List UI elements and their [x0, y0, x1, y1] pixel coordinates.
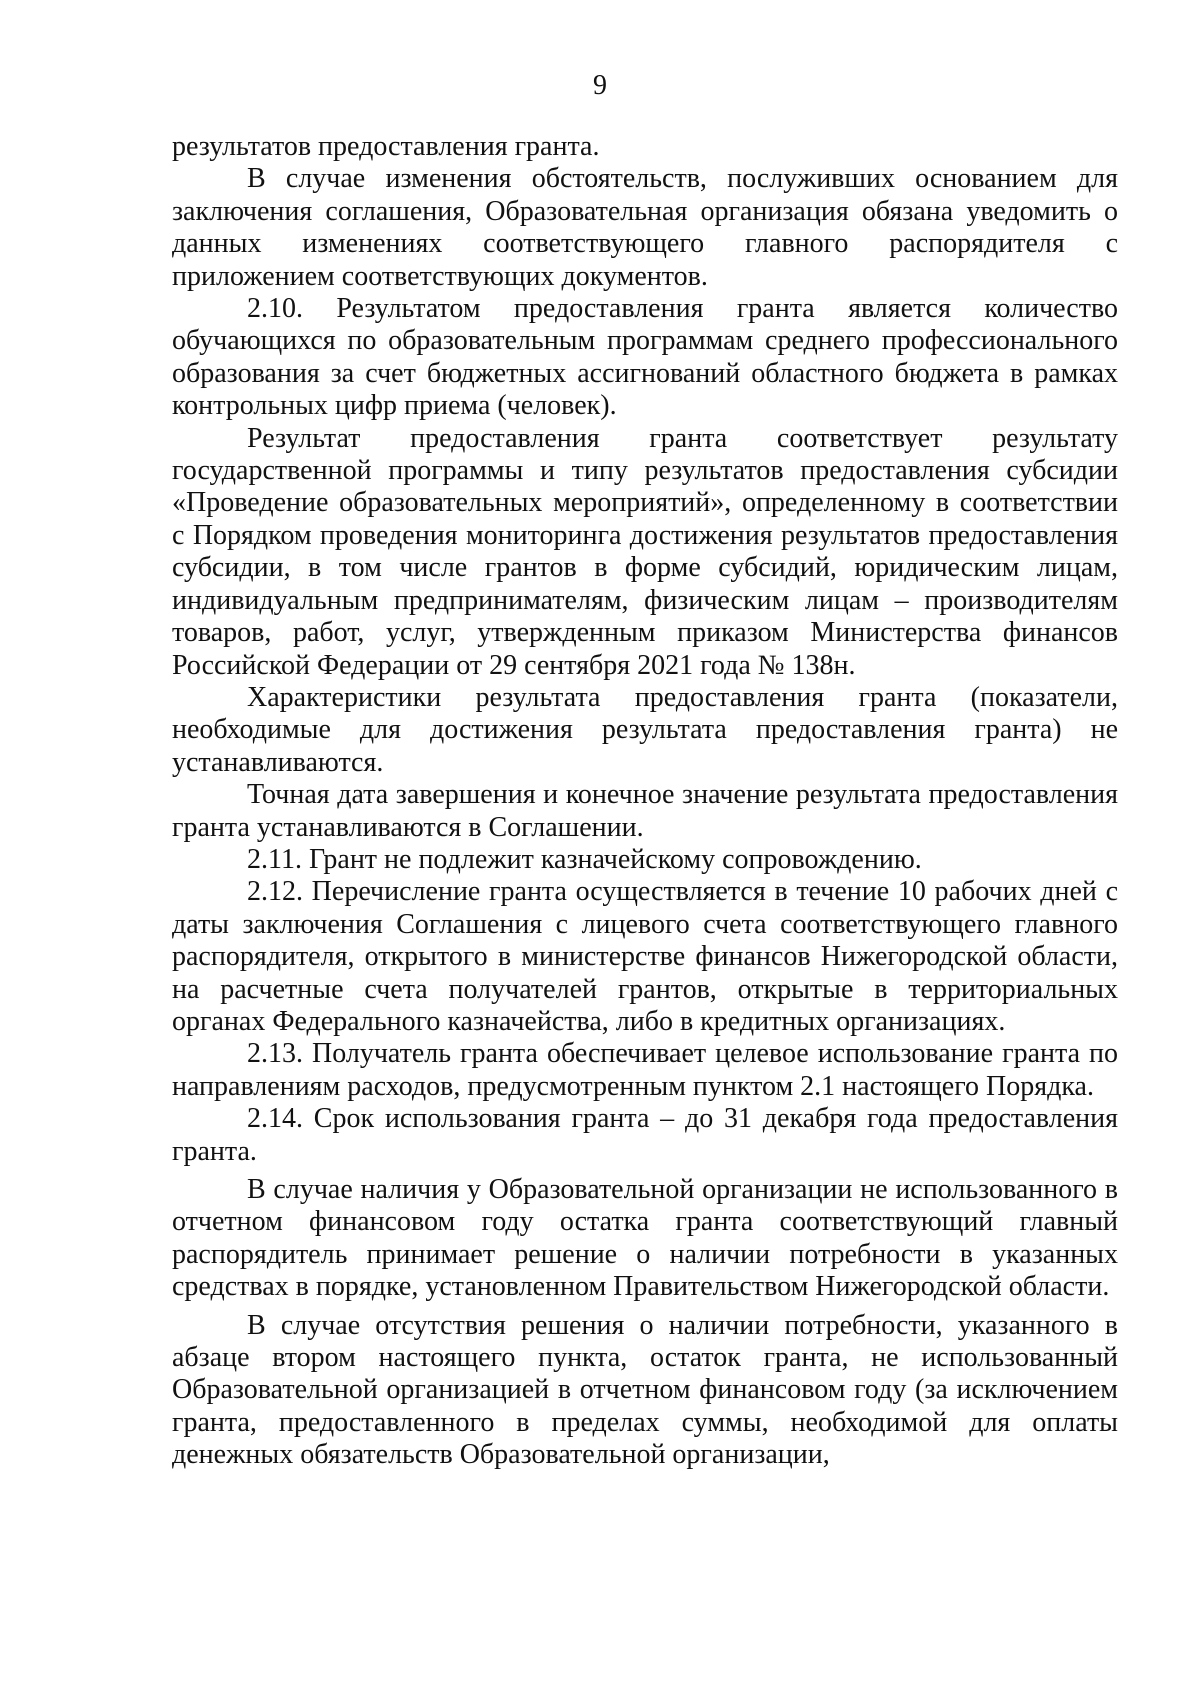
paragraph-12: В случае отсутствия решения о наличии потребности, указанного в абзаце втором настоящего пункта, остаток гранта, не использованный Образовательной организацией в отчетном финансовом году (за исключением гранта, предоставленного в пределах суммы, необходимой для оплаты денежных обязательств Образовательной организации, [172, 1309, 1118, 1471]
paragraph-6: Точная дата завершения и конечное значение результата предоставления гранта устанавливаются в Соглашении. [172, 779, 1118, 843]
paragraph-2: В случае изменения обстоятельств, послуживших основанием для заключения соглашения, Образовательная организация обязана уведомить о данных изменениях соответствующего главного распорядителя с приложением соответствующих документов. [172, 163, 1118, 292]
paragraph-5: Характеристики результата предоставления гранта (показатели, необходимые для достижения результата предоставления гранта) не устанавливаются. [172, 681, 1118, 778]
paragraph-1: результатов предоставления гранта. [172, 131, 600, 162]
paragraph-7: 2.11. Грант не подлежит казначейскому сопровождению. [247, 843, 922, 875]
document-body [172, 131, 1118, 1472]
page-number: 9 [593, 70, 607, 101]
paragraph-10: 2.14. Срок использования гранта – до 31 декабря года предоставления гранта. [172, 1103, 1118, 1167]
paragraph-11: В случае наличия у Образовательной организации не использованного в отчетном финансовом году остатка гранта соответствующий главный распорядитель принимает решение о наличии потребности в указанных средствах в порядке, установленном Правительством Нижегородской области. [172, 1174, 1118, 1303]
paragraph-9: 2.13. Получатель гранта обеспечивает целевое использование гранта по направлениям расходов, предусмотренным пунктом 2.1 настоящего Порядка. [172, 1038, 1118, 1102]
paragraph-3: 2.10. Результатом предоставления гранта является количество обучающихся по образовательным программам среднего профессионального образования за счет бюджетных ассигнований областного бюджета в рамках контрольных цифр приема (человек). [172, 293, 1118, 422]
paragraph-8: 2.12. Перечисление гранта осуществляется в течение 10 рабочих дней с даты заключения Соглашения с лицевого счета соответствующего главного распорядителя, открытого в министерстве финансов Нижегородской области, на расчетные счета получателей грантов, открытые в территориальных органах Федерального казначейства, либо в кредитных организациях. [172, 876, 1118, 1037]
paragraph-4: Результат предоставления гранта соответствует результату государственной программы и типу результатов предоставления субсидии «Проведение образовательных мероприятий», определенному в соответствии с Порядком проведения мониторинга достижения результатов предоставления субсидии, в том числе грантов в форме субсидий, юридическим лицам, индивидуальным предпринимателям, физическим лицам – производителям товаров, работ, услуг, утвержденным приказом Министерства финансов Российской Федерации от 29 сентября 2021 года № 138н. [172, 422, 1118, 681]
